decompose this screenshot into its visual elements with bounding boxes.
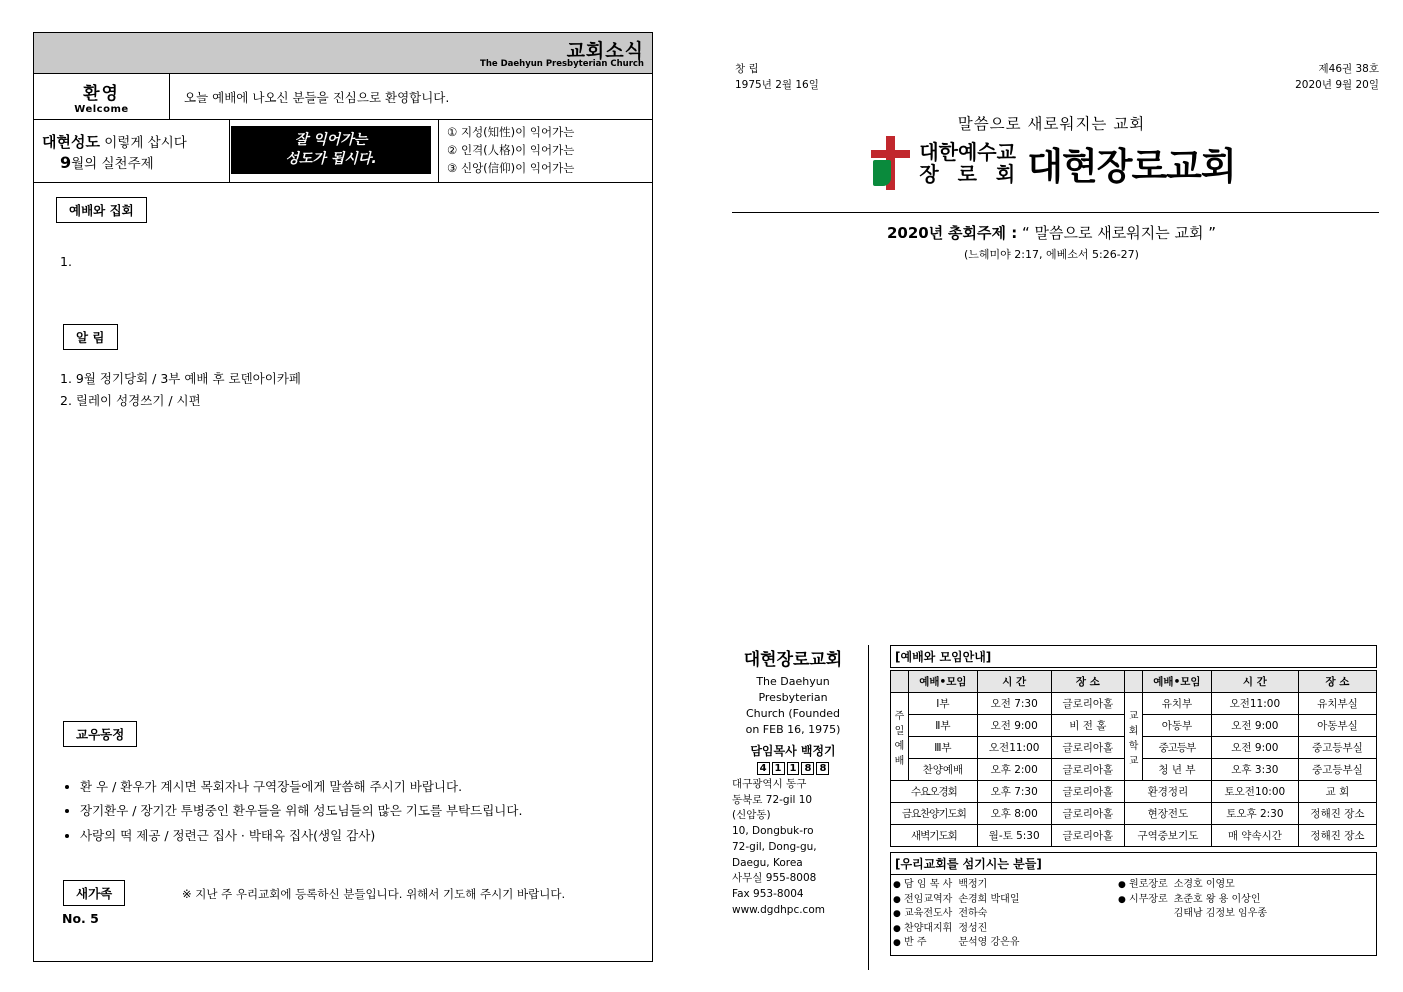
info-divider: [868, 645, 869, 970]
group-label-school: 교 회 학 교: [1125, 693, 1143, 781]
theme-line2: [42, 152, 229, 172]
church-info-block: [728, 645, 858, 919]
newfamily-number: No. 5: [62, 911, 99, 926]
servant-label: ● 원로장로: [1118, 879, 1168, 890]
servants-right-values: [1168, 878, 1267, 951]
table-row: [891, 825, 1377, 847]
cell: 유치부: [1143, 693, 1212, 715]
servant-value: 소경호 이영모: [1173, 879, 1235, 890]
church-name-title: 대현장로교회: [1027, 145, 1236, 188]
servant-label: ● 담 임 목 사: [893, 879, 953, 890]
right-cover-panel: [700, 0, 1403, 992]
cell: 글로리아홀: [1051, 781, 1124, 803]
welcome-message: 오늘 예배에 나오신 분들을 진심으로 환영합니다.: [184, 89, 450, 105]
servant-label: ● 교육전도사: [893, 908, 953, 919]
cell: 교 회: [1298, 781, 1376, 803]
church-logo-block: [700, 112, 1403, 190]
servant-value: 문석영 강은유: [958, 937, 1020, 948]
cell: 오후 7:30: [977, 781, 1051, 803]
cell: 오전 9:00: [1211, 737, 1298, 759]
annual-theme-text: “ 말씀으로 새로워지는 교회 ”: [1021, 224, 1216, 242]
servant-value: 백정기: [958, 879, 988, 890]
address-line-2: 동북로 72-gil 10: [732, 793, 813, 806]
cell: 중고등부실: [1298, 737, 1376, 759]
theme-point-1: ① 지성(知性)이 익어가는: [447, 125, 575, 140]
church-slogan: 말씀으로 새로워지는 교회: [957, 115, 1146, 133]
cell: 구역중보기도: [1125, 825, 1212, 847]
church-info-fax: Fax 953-8004: [732, 888, 804, 900]
founded-date: 1975년 2월 16일: [735, 78, 819, 91]
cell: 중고등부: [1143, 737, 1212, 759]
zip-digit-2: 1: [772, 762, 785, 775]
cell: 수요오경회: [891, 781, 978, 803]
cell: 환경정리: [1125, 781, 1212, 803]
servant-label: ● 시무장로: [1118, 893, 1168, 905]
church-info-name-en-3: Church (Founded: [745, 706, 841, 720]
header-divider: [732, 212, 1379, 213]
left-header-title: 교회소식: [566, 40, 644, 62]
theme-point-3: ③ 신앙(信仰)이 익어가는: [447, 160, 575, 175]
cell: Ⅰ부: [909, 693, 978, 715]
issue-volume: 제46권 38호: [1318, 63, 1379, 75]
cross-icon: [867, 136, 913, 190]
notice-items: [60, 368, 301, 412]
zip-digit-4: 8: [801, 762, 814, 775]
welcome-box: [34, 74, 170, 119]
cell: 월-토 5:30: [977, 825, 1051, 847]
servant-value: 손경희 박대일: [958, 893, 1020, 905]
cell: 아동부: [1143, 715, 1212, 737]
cell: 금요찬양기도회: [891, 803, 978, 825]
worship-item-1: 1.: [60, 254, 72, 269]
servants-column-left: [893, 878, 1118, 951]
theme-month-number: 9: [60, 152, 72, 172]
servant-label: ● 반 주: [893, 937, 927, 948]
cell: 오후 2:00: [977, 759, 1051, 781]
logo-row: [700, 136, 1403, 190]
cell: 현장전도: [1125, 803, 1212, 825]
church-info-office-phone: 사무실 955-8008: [732, 872, 817, 885]
monthly-theme-left: [34, 120, 230, 182]
cell: 비 전 홀: [1051, 715, 1124, 737]
theme-box-line2: 성도가 됩시다.: [285, 151, 377, 167]
church-info-name-en: [728, 674, 858, 738]
schedule-block: [890, 645, 1377, 956]
cell: 매 약속시간: [1211, 825, 1298, 847]
servants-title: [우리교회를 섬기시는 분들]: [890, 852, 1377, 875]
theme-line1: [42, 131, 229, 152]
cell: 글로리아홀: [1051, 803, 1124, 825]
annual-theme-reference: (느헤미야 2:17, 에베소서 5:26-27): [964, 248, 1139, 261]
cell: 글로리아홀: [1051, 825, 1124, 847]
address-line-4: 10, Dongbuk-ro: [732, 825, 814, 837]
section-fellowship: [63, 721, 137, 747]
fellowship-item-2: • 장기환우 / 장기간 투병중인 환우들을 위해 성도님들의 많은 기도를 부탁드립니다.: [80, 799, 624, 823]
cell: Ⅱ부: [909, 715, 978, 737]
address-line-5: 72-gil, Dong-gu,: [732, 840, 817, 853]
founded-label: 창 립: [735, 63, 759, 75]
servants-left-labels: [893, 878, 952, 951]
cell: 글로리아홀: [1051, 737, 1124, 759]
header-spacer-left: [891, 671, 909, 693]
schedule-table: [890, 670, 1377, 847]
founded-info: [735, 62, 819, 94]
theme-line1-pre: 대현성도: [42, 132, 100, 151]
cell: 찬양예배: [909, 759, 978, 781]
welcome-row: [34, 74, 652, 120]
table-row: [891, 803, 1377, 825]
header-spacer-right: [1125, 671, 1143, 693]
servant-label: ● 전임교역자: [893, 893, 953, 905]
zip-digit-3: 1: [787, 762, 800, 775]
denomination-line2: 장 로 회: [919, 162, 1022, 186]
cell: 유치부실: [1298, 693, 1376, 715]
table-row: [891, 781, 1377, 803]
church-info-name-kr: 대현장로교회: [743, 650, 843, 670]
header-service-right: 예배•모임: [1143, 671, 1212, 693]
cell: Ⅲ부: [909, 737, 978, 759]
fellowship-item-3: • 사랑의 떡 제공 / 정련근 집사 · 박태옥 집사(생일 감사): [80, 824, 624, 848]
servants-column-right: [1118, 878, 1358, 951]
address-line-1: 대구광역시 동구: [732, 777, 807, 790]
annual-theme-year: 2020년: [886, 224, 944, 242]
theme-line1-post: 이렇게 삽시다: [104, 134, 187, 151]
church-info-pastor: 담임목사 백정기: [750, 743, 836, 758]
schedule-title: [예배와 모임안내]: [890, 645, 1377, 668]
servants-block: [890, 852, 1377, 956]
servant-value: 김태남 김정보 임우종: [1173, 908, 1267, 919]
servant-label: [1118, 907, 1168, 922]
newfamily-note: ※ 지난 주 우리교회에 등록하신 분들입니다. 위해서 기도해 주시기 바랍니다.: [182, 887, 566, 901]
church-info-zipcode: [728, 762, 858, 775]
issue-date: 2020년 9월 20일: [1295, 78, 1379, 91]
worship-items: [60, 251, 72, 273]
notice-item-2: 2. 릴레이 성경쓰기 / 시편: [60, 392, 201, 408]
section-newfamily: [63, 880, 125, 906]
servant-value: 전하숙: [958, 908, 988, 919]
fellowship-items: [64, 775, 624, 848]
cell: 청 년 부: [1143, 759, 1212, 781]
section-newfamily-label: 새가족: [63, 880, 125, 906]
section-worship-label: 예배와 집회: [56, 197, 147, 223]
zip-digit-1: 4: [757, 762, 770, 775]
header-service-left: 예배•모임: [909, 671, 978, 693]
welcome-label-en: Welcome: [74, 103, 129, 115]
table-header-row: [891, 671, 1377, 693]
church-info-address: [728, 777, 858, 919]
section-notice-label: 알 림: [63, 324, 118, 350]
church-info-name-en-4: on FEB 16, 1975): [745, 722, 841, 736]
cell: 새벽기도회: [891, 825, 978, 847]
theme-points: [438, 120, 652, 182]
header-time-right: 시 간: [1211, 671, 1298, 693]
servants-right-labels: [1118, 878, 1168, 951]
cell: 정해진 장소: [1298, 803, 1376, 825]
address-line-3: (신암동): [732, 809, 771, 822]
cell: 오후 8:00: [977, 803, 1051, 825]
left-bulletin-panel: [33, 32, 653, 962]
left-header-subtitle: The Daehyun Presbyterian Church: [480, 59, 644, 69]
cell: 오전11:00: [977, 737, 1051, 759]
servant-label: ● 찬양대지휘: [893, 922, 953, 934]
theme-box-line1: 잘 익어가는: [294, 132, 368, 149]
table-row: [891, 693, 1377, 715]
section-worship: [56, 197, 147, 223]
address-line-6: Daegu, Korea: [732, 856, 803, 869]
servant-value: 정성진: [958, 922, 988, 934]
notice-item-1: 1. 9월 정기당회 / 3부 예배 후 로덴아이카페: [60, 371, 301, 386]
monthly-theme-row: [34, 120, 652, 183]
servants-left-values: [952, 878, 1019, 951]
denomination-name: [919, 141, 1021, 186]
theme-line2-post: 월의 실천주제: [71, 155, 154, 172]
cell: 오전11:00: [1211, 693, 1298, 715]
left-body: [34, 183, 652, 954]
header-place-left: 장 소: [1051, 671, 1124, 693]
zip-digit-5: 8: [816, 762, 829, 775]
cell: 아동부실: [1298, 715, 1376, 737]
cell: 정해진 장소: [1298, 825, 1376, 847]
cell: 중고등부실: [1298, 759, 1376, 781]
denomination-line1: 대한예수교: [919, 139, 1016, 164]
issue-info: [1295, 62, 1379, 94]
section-fellowship-label: 교우동정: [63, 721, 137, 747]
church-info-name-en-1: The Daehyun: [756, 675, 830, 688]
servants-body: [890, 875, 1377, 956]
group-label-sunday: 주 일 예 배: [891, 693, 909, 781]
cell: 토오후 2:30: [1211, 803, 1298, 825]
annual-theme-label: 총회주제 :: [948, 224, 1018, 242]
left-header: [34, 33, 652, 74]
welcome-label-kr: 환영: [83, 83, 120, 104]
section-notice: [63, 324, 118, 350]
cell: 오후 3:30: [1211, 759, 1298, 781]
church-info-name-en-2: Presbyterian: [758, 690, 828, 704]
header-time-left: 시 간: [977, 671, 1051, 693]
theme-point-2: ② 인격(人格)이 익어가는: [447, 143, 575, 158]
cell: 글로리아홀: [1051, 759, 1124, 781]
servant-value: 초준호 왕 용 이상인: [1173, 893, 1261, 905]
cell: 오전 9:00: [1211, 715, 1298, 737]
theme-highlight-box: [231, 126, 431, 174]
fellowship-item-1: • 환 우 / 환우가 계시면 목회자나 구역장들에게 말씀해 주시기 바랍니다.: [80, 775, 624, 799]
cell: 오전 9:00: [977, 715, 1051, 737]
church-info-website[interactable]: www.dgdhpc.com: [732, 903, 825, 916]
header-place-right: 장 소: [1298, 671, 1376, 693]
annual-theme: [700, 222, 1403, 243]
cell: 오전 7:30: [977, 693, 1051, 715]
cell: 토오전10:00: [1211, 781, 1298, 803]
cell: 글로리아홀: [1051, 693, 1124, 715]
